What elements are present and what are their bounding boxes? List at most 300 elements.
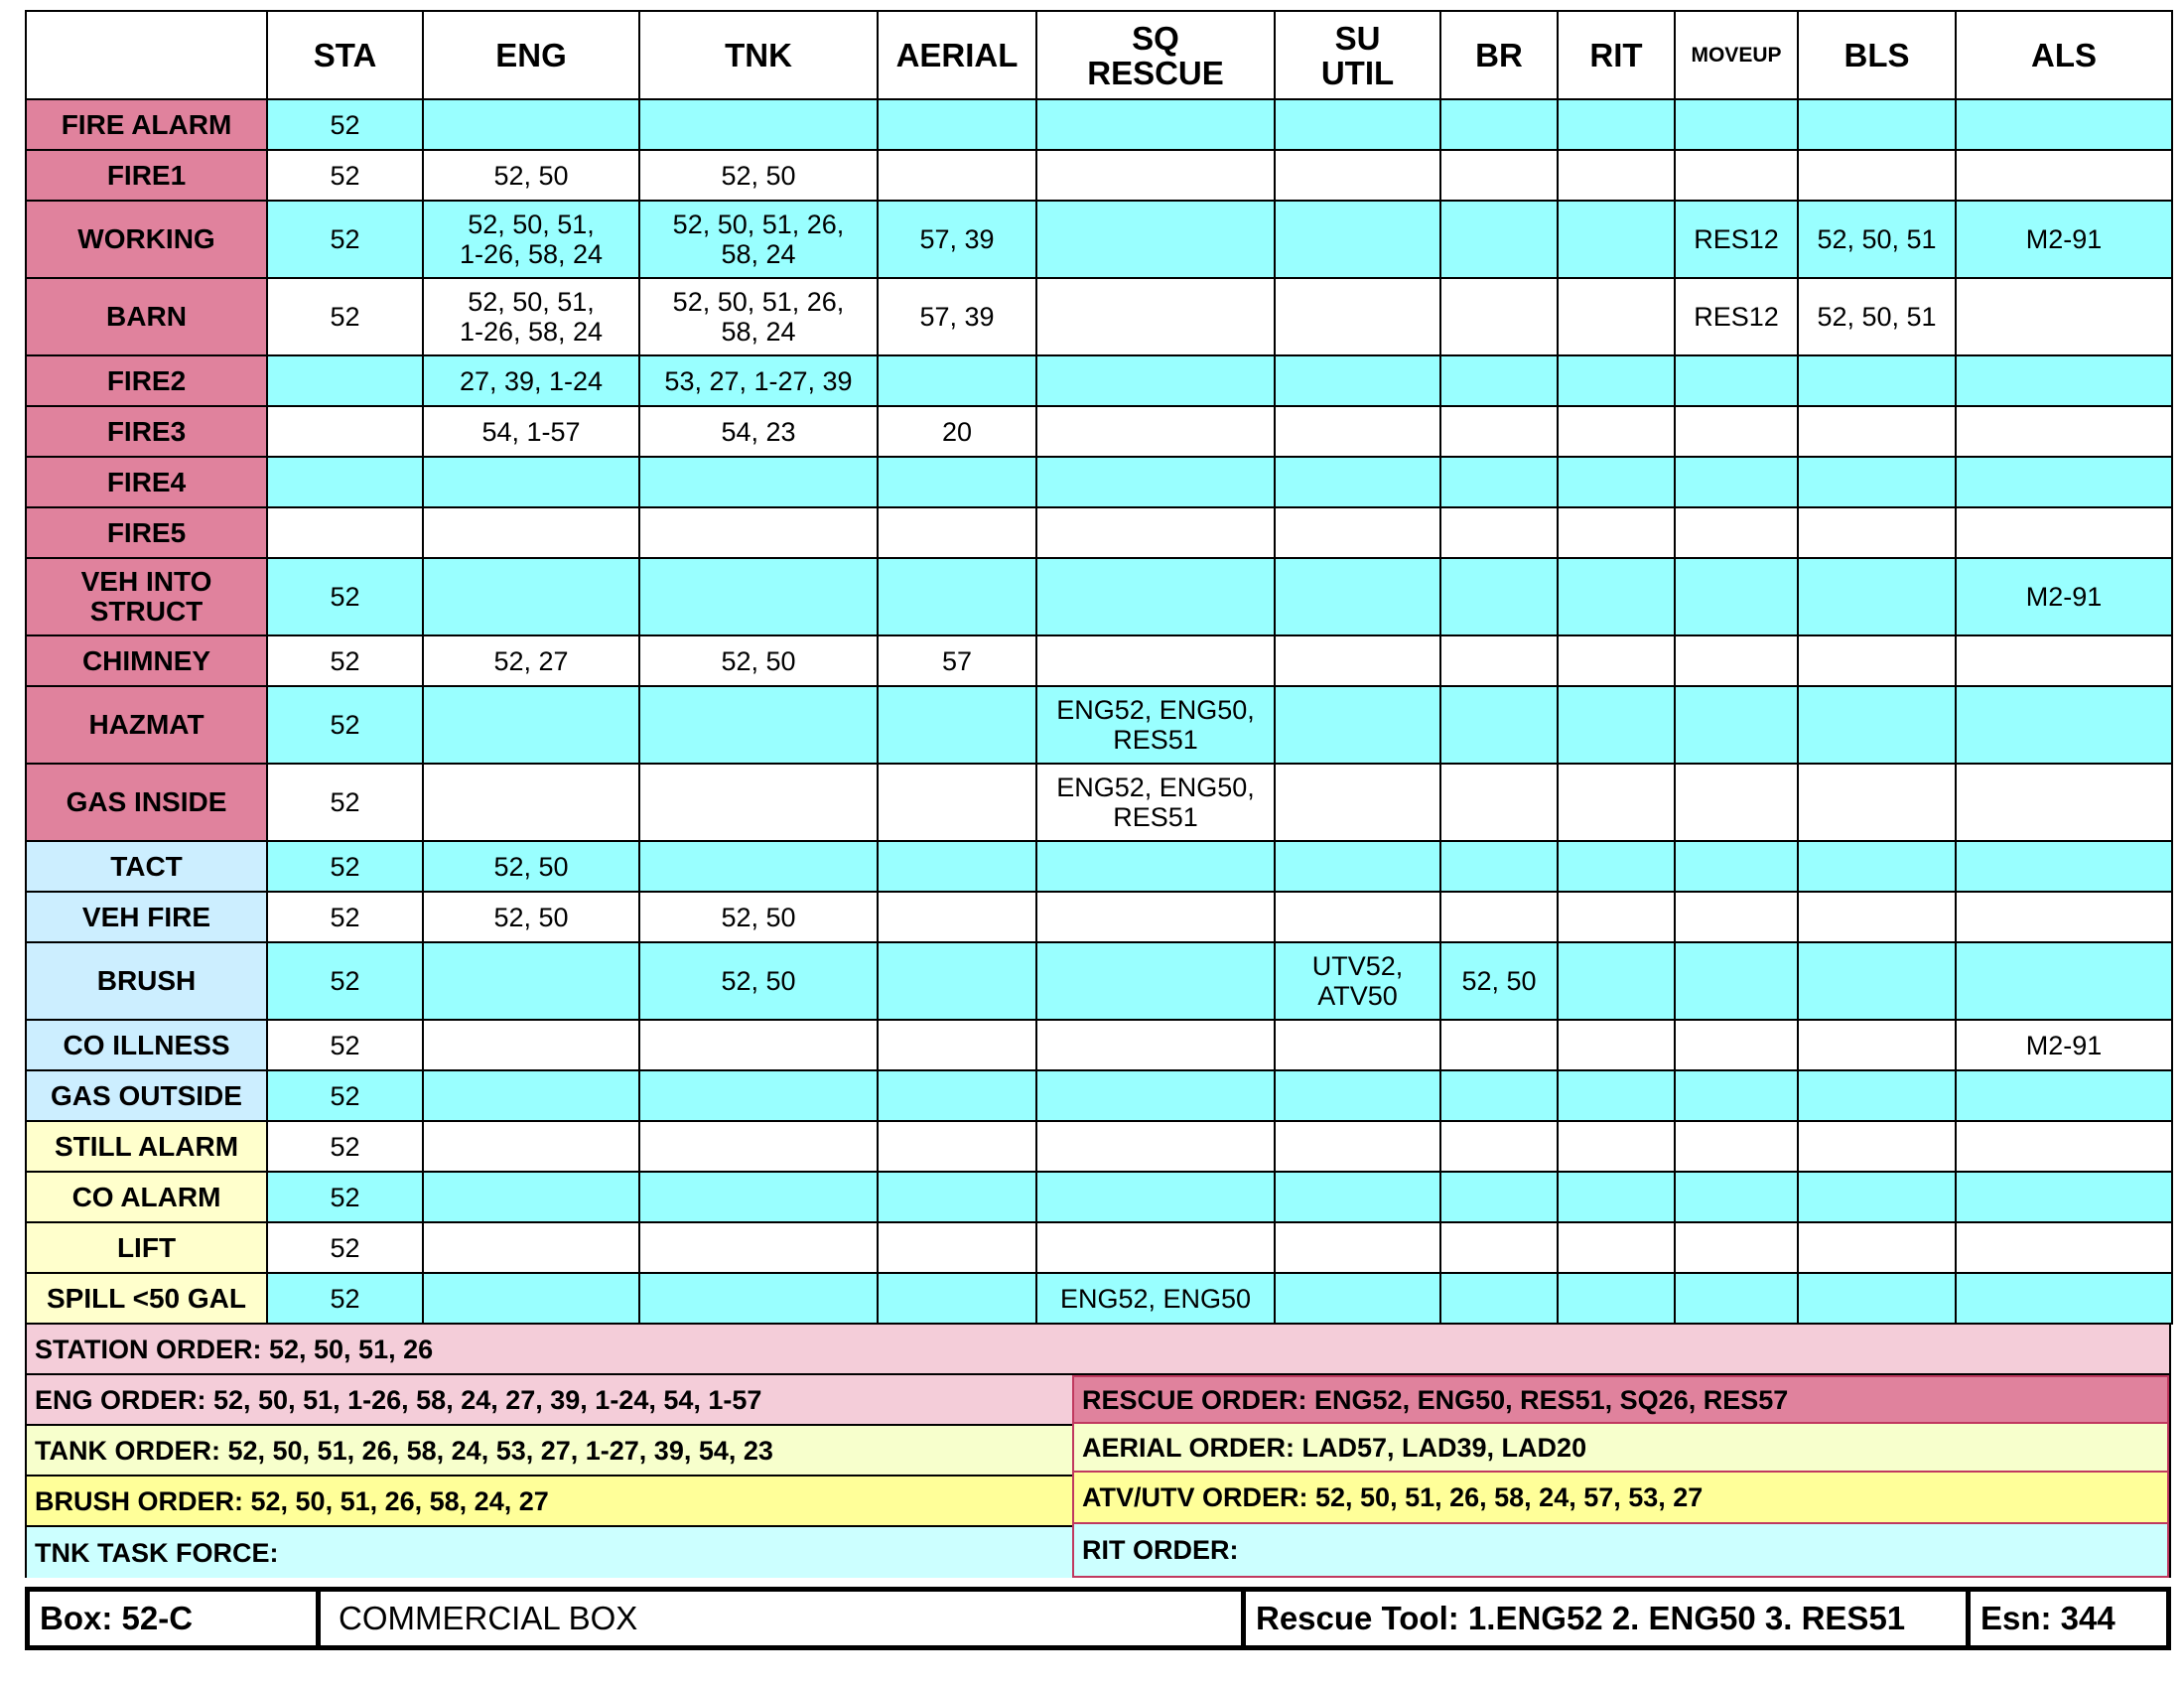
table-cell [1440,1121,1558,1172]
table-cell [1558,278,1675,355]
table-cell [1275,686,1440,764]
table-cell [1036,635,1275,686]
table-cell: 52 [267,99,423,150]
column-header: AERIAL [878,11,1036,99]
table-cell [878,892,1036,942]
table-row [26,150,2172,201]
table-cell: 52 [267,1070,423,1121]
table-row [26,1273,2172,1324]
table-cell [1275,1070,1440,1121]
table-cell: 52, 50 [639,892,878,942]
table-row [26,1020,2172,1070]
table-cell [878,1273,1036,1324]
table-cell [1798,1222,1956,1273]
table-cell [1275,1222,1440,1273]
table-cell: 52, 50 [423,841,639,892]
table-cell: ENG52, ENG50, RES51 [1036,764,1275,841]
row-label: FIRE2 [26,355,267,406]
row-label: LIFT [26,1222,267,1273]
table-cell [1440,355,1558,406]
table-cell [1036,1121,1275,1172]
table-cell [1675,1222,1798,1273]
column-header: SU UTIL [1275,11,1440,99]
table-cell: 52 [267,764,423,841]
table-cell [1440,635,1558,686]
table-cell [1675,1020,1798,1070]
table-cell: 52 [267,892,423,942]
column-header: ALS [1956,11,2172,99]
table-cell: 52, 50, 51, 26, 58, 24 [639,278,878,355]
table-cell [1675,942,1798,1020]
table-cell [1036,355,1275,406]
row-label: FIRE4 [26,457,267,507]
table-cell: M2-91 [1956,558,2172,635]
table-cell: 52 [267,942,423,1020]
table-row [26,892,2172,942]
table-cell [1675,1172,1798,1222]
table-cell [1956,764,2172,841]
table-cell [639,99,878,150]
table-cell [1036,150,1275,201]
table-cell [1558,1020,1675,1070]
table-cell [639,764,878,841]
row-label: GAS INSIDE [26,764,267,841]
table-cell [423,942,639,1020]
table-row [26,1222,2172,1273]
table-cell: 57, 39 [878,278,1036,355]
table-cell [1036,201,1275,278]
rescue-tool: Rescue Tool: 1.ENG52 2. ENG50 3. RES51 [1241,1592,1966,1645]
table-cell [1798,764,1956,841]
table-cell [1440,1020,1558,1070]
table-cell [423,457,639,507]
row-label: TACT [26,841,267,892]
table-cell [1275,150,1440,201]
table-cell [1275,635,1440,686]
table-cell [1956,1070,2172,1121]
table-cell [1275,99,1440,150]
row-label: FIRE3 [26,406,267,457]
table-cell [1440,278,1558,355]
table-cell [1798,1172,1956,1222]
table-row [26,457,2172,507]
table-cell [1440,507,1558,558]
table-cell [1558,150,1675,201]
table-cell [1558,942,1675,1020]
table-cell [1036,892,1275,942]
table-cell [1956,686,2172,764]
table-cell [1275,764,1440,841]
table-cell: 52 [267,278,423,355]
table-cell [639,558,878,635]
column-header: ENG [423,11,639,99]
table-cell [878,99,1036,150]
table-cell [1956,457,2172,507]
table-cell [1798,406,1956,457]
header-row [26,11,2172,99]
table-cell [1798,457,1956,507]
table-cell [1275,558,1440,635]
table-cell [1956,99,2172,150]
table-cell [267,507,423,558]
column-header: SQ RESCUE [1036,11,1275,99]
table-cell [1036,841,1275,892]
table-cell [639,507,878,558]
column-header: RIT [1558,11,1675,99]
column-header: BR [1440,11,1558,99]
table-cell [423,507,639,558]
table-cell [1275,507,1440,558]
table-cell [878,457,1036,507]
table-cell [1956,406,2172,457]
table-cell [639,1172,878,1222]
corner-header [26,11,267,99]
table-cell [1558,507,1675,558]
table-cell [267,457,423,507]
table-cell [1440,150,1558,201]
table-cell: 52 [267,686,423,764]
row-label: VEH FIRE [26,892,267,942]
table-cell [1440,457,1558,507]
table-cell: 52 [267,201,423,278]
table-cell [1956,1172,2172,1222]
table-cell: 52 [267,1121,423,1172]
table-cell [1956,507,2172,558]
table-cell [878,841,1036,892]
row-label: FIRE5 [26,507,267,558]
table-cell: 52, 50, 51, 1-26, 58, 24 [423,278,639,355]
table-cell [1956,841,2172,892]
table-cell [639,1222,878,1273]
table-cell [423,1222,639,1273]
table-cell [1275,355,1440,406]
table-cell: 52, 50 [639,150,878,201]
table-cell [1956,1273,2172,1324]
table-cell: 54, 1-57 [423,406,639,457]
row-label: FIRE1 [26,150,267,201]
row-label: CO ILLNESS [26,1020,267,1070]
table-cell [1036,558,1275,635]
row-label: HAZMAT [26,686,267,764]
table-cell [267,355,423,406]
table-cell [1558,1070,1675,1121]
table-cell [878,942,1036,1020]
table-cell: 52, 50 [639,942,878,1020]
table-cell [1275,406,1440,457]
table-cell: 52, 50, 51, 1-26, 58, 24 [423,201,639,278]
table-cell: ENG52, ENG50, RES51 [1036,686,1275,764]
table-cell [1440,1172,1558,1222]
table-cell [1798,1121,1956,1172]
row-label: WORKING [26,201,267,278]
table-cell [1036,99,1275,150]
table-cell [878,1121,1036,1172]
table-cell [1675,1070,1798,1121]
table-cell [1275,892,1440,942]
table-cell [1558,764,1675,841]
table-cell [1440,1070,1558,1121]
table-cell: 57, 39 [878,201,1036,278]
table-cell [1036,457,1275,507]
table-row [26,201,2172,278]
table-cell [1956,1222,2172,1273]
table-cell [1558,1121,1675,1172]
table-cell: 52 [267,1020,423,1070]
table-cell [1036,278,1275,355]
table-cell [1275,1020,1440,1070]
table-cell [878,507,1036,558]
table-cell [1036,507,1275,558]
table-cell [1675,355,1798,406]
table-cell: ENG52, ENG50 [1036,1273,1275,1324]
table-cell: 52, 50, 51, 26, 58, 24 [639,201,878,278]
table-cell [1275,1121,1440,1172]
table-cell [423,1121,639,1172]
table-row [26,355,2172,406]
tank-order: TANK ORDER: 52, 50, 51, 26, 58, 24, 53, 27, 1-27, 39, 54, 23 [27,1426,1072,1477]
table-cell [1798,942,1956,1020]
table-cell [1798,355,1956,406]
table-cell [1675,558,1798,635]
table-cell [1275,457,1440,507]
table-cell [1675,764,1798,841]
table-cell [1558,406,1675,457]
dispatch-grid [25,10,2173,1325]
table-row [26,764,2172,841]
box-number: Box: 52-C [40,1600,194,1636]
table-cell [423,1273,639,1324]
aerial-order: AERIAL ORDER: LAD57, LAD39, LAD20 [1072,1424,2169,1473]
table-cell [423,1070,639,1121]
table-cell [1275,201,1440,278]
dispatch-sheet [25,10,2171,1578]
table-cell [1675,99,1798,150]
table-row [26,406,2172,457]
table-cell [1798,892,1956,942]
table-row [26,558,2172,635]
table-cell: 54, 23 [639,406,878,457]
table-cell [423,686,639,764]
table-cell [1558,558,1675,635]
table-cell [1275,1172,1440,1222]
table-cell: 52 [267,1222,423,1273]
table-cell [639,1273,878,1324]
table-cell [1558,841,1675,892]
table-cell: 52, 50 [1440,942,1558,1020]
table-cell: 20 [878,406,1036,457]
table-row [26,507,2172,558]
table-cell [878,1172,1036,1222]
table-cell [1675,635,1798,686]
table-cell [639,686,878,764]
table-cell [1956,278,2172,355]
table-row [26,1070,2172,1121]
table-cell [1798,1020,1956,1070]
column-header: MOVEUP [1675,11,1798,99]
station-order: STATION ORDER: 52, 50, 51, 26 [27,1325,2169,1375]
table-cell [1440,1222,1558,1273]
table-cell [1798,558,1956,635]
row-label: STILL ALARM [26,1121,267,1172]
table-cell [1440,892,1558,942]
table-cell [423,764,639,841]
table-cell [1798,99,1956,150]
row-label: GAS OUTSIDE [26,1070,267,1121]
table-cell [1956,355,2172,406]
brush-order: BRUSH ORDER: 52, 50, 51, 26, 58, 24, 27 [27,1477,1072,1527]
table-cell [1036,406,1275,457]
table-cell [1956,1121,2172,1172]
table-cell [878,686,1036,764]
eng-order: ENG ORDER: 52, 50, 51, 1-26, 58, 24, 27, 39, 1-24, 54, 1-57 [27,1375,1072,1426]
table-cell [1440,99,1558,150]
table-cell [1675,686,1798,764]
table-cell: 52 [267,841,423,892]
table-cell [1798,1070,1956,1121]
table-row [26,1121,2172,1172]
row-label: BRUSH [26,942,267,1020]
table-cell [1558,892,1675,942]
table-cell: 53, 27, 1-27, 39 [639,355,878,406]
table-cell: 52 [267,1273,423,1324]
table-cell [423,558,639,635]
table-cell [1275,1273,1440,1324]
orders-section [25,1325,2171,1578]
table-cell [1956,942,2172,1020]
table-cell [639,457,878,507]
table-cell [1440,764,1558,841]
footer-bar [25,1587,2171,1650]
table-cell [878,1222,1036,1273]
table-cell [1558,457,1675,507]
table-cell [878,150,1036,201]
table-cell: 52, 50 [423,892,639,942]
table-cell [639,841,878,892]
table-cell [639,1070,878,1121]
table-cell: M2-91 [1956,201,2172,278]
table-cell: 52 [267,1172,423,1222]
rit-order: RIT ORDER: [1072,1524,2169,1578]
table-cell: 52 [267,150,423,201]
table-cell [1798,841,1956,892]
table-cell [1440,686,1558,764]
table-cell: 52 [267,558,423,635]
table-cell [1675,150,1798,201]
table-cell [1675,1273,1798,1324]
table-cell [1956,892,2172,942]
table-cell: 52, 50 [423,150,639,201]
table-row [26,841,2172,892]
table-cell [1558,1172,1675,1222]
table-cell [423,99,639,150]
table-cell: 52, 27 [423,635,639,686]
table-row [26,99,2172,150]
table-cell: 57 [878,635,1036,686]
table-cell [1675,892,1798,942]
table-cell [1558,635,1675,686]
table-cell: 52, 50 [639,635,878,686]
table-cell [1036,1020,1275,1070]
table-cell [423,1172,639,1222]
column-header: BLS [1798,11,1956,99]
row-label: SPILL <50 GAL [26,1273,267,1324]
table-cell [1558,1222,1675,1273]
table-cell [639,1121,878,1172]
table-cell: RES12 [1675,201,1798,278]
table-cell [1036,942,1275,1020]
table-cell [1558,686,1675,764]
table-cell [1440,841,1558,892]
table-cell: 52, 50, 51 [1798,278,1956,355]
table-cell [1275,841,1440,892]
table-cell [1956,150,2172,201]
table-cell [1036,1222,1275,1273]
table-row [26,1172,2172,1222]
table-cell [639,1020,878,1070]
table-cell [1558,201,1675,278]
table-cell [1440,558,1558,635]
table-cell [1675,457,1798,507]
table-cell: RES12 [1675,278,1798,355]
row-label: CO ALARM [26,1172,267,1222]
table-cell [1798,150,1956,201]
table-cell [878,764,1036,841]
tnk-task-force: TNK TASK FORCE: [27,1527,1072,1578]
table-cell [1675,1121,1798,1172]
table-cell [878,1020,1036,1070]
table-cell [1558,99,1675,150]
table-cell: 27, 39, 1-24 [423,355,639,406]
table-cell [1558,355,1675,406]
table-cell: 52 [267,635,423,686]
table-cell [1440,406,1558,457]
table-cell [423,1020,639,1070]
row-label: CHIMNEY [26,635,267,686]
table-cell [1036,1070,1275,1121]
table-cell [267,406,423,457]
table-cell [1440,201,1558,278]
table-cell: M2-91 [1956,1020,2172,1070]
column-header: STA [267,11,423,99]
column-header: TNK [639,11,878,99]
table-cell [1675,406,1798,457]
box-type: COMMERCIAL BOX [316,1592,1241,1645]
table-cell [1798,686,1956,764]
table-cell [878,355,1036,406]
table-cell [1798,1273,1956,1324]
row-label: VEH INTO STRUCT [26,558,267,635]
table-cell [1036,1172,1275,1222]
table-cell [1675,507,1798,558]
table-cell [1798,507,1956,558]
table-cell [1956,635,2172,686]
table-row [26,942,2172,1020]
rescue-order: RESCUE ORDER: ENG52, ENG50, RES51, SQ26, RES57 [1072,1375,2169,1424]
table-cell [1798,635,1956,686]
table-cell [1675,841,1798,892]
row-label: FIRE ALARM [26,99,267,150]
esn-number: Esn: 344 [1966,1592,2166,1645]
table-cell: 52, 50, 51 [1798,201,1956,278]
table-cell: UTV52, ATV50 [1275,942,1440,1020]
atv-utv-order: ATV/UTV ORDER: 52, 50, 51, 26, 58, 24, 57, 53, 27 [1072,1473,2169,1524]
table-row [26,278,2172,355]
table-cell [1440,1273,1558,1324]
table-cell [878,558,1036,635]
row-label: BARN [26,278,267,355]
table-cell [878,1070,1036,1121]
table-row [26,686,2172,764]
